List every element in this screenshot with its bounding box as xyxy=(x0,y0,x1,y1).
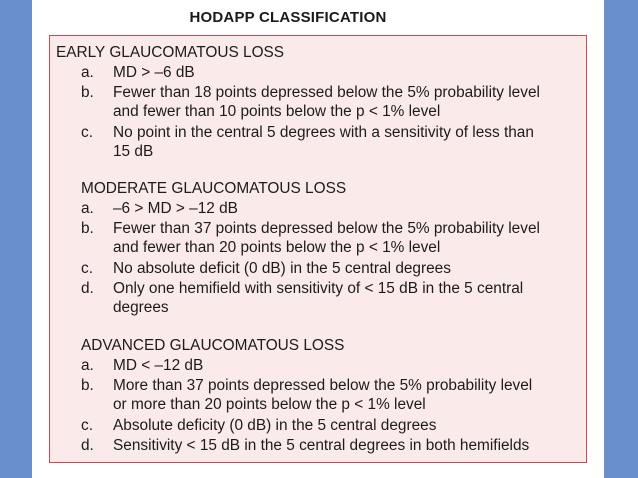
item-text xyxy=(113,219,587,257)
item-marker: d. xyxy=(81,437,94,454)
item-line: Fewer than 37 points depressed below the 5% probability level xyxy=(113,220,540,237)
item-text xyxy=(113,416,587,435)
item-line: and fewer than 20 points below the p < 1% level xyxy=(113,239,441,257)
item-line: 15 dB xyxy=(113,143,154,161)
item-text xyxy=(113,356,587,375)
item-marker: b. xyxy=(81,377,94,394)
item-marker: b. xyxy=(81,84,94,101)
section-heading: ADVANCED GLAUCOMATOUS LOSS xyxy=(81,337,345,354)
item-text xyxy=(113,63,587,82)
item-line: MD > –6 dB xyxy=(113,64,195,81)
page-title: HODAPP CLASSIFICATION xyxy=(189,9,387,26)
item-text xyxy=(113,123,587,161)
item-line: MD < –12 dB xyxy=(113,357,204,374)
item-line: Absolute deficity (0 dB) in the 5 central degrees xyxy=(113,417,437,434)
item-marker: c. xyxy=(81,417,93,434)
item-line: More than 37 points depressed below the 5% probability level xyxy=(113,377,533,394)
item-marker: a. xyxy=(81,200,94,217)
item-line: –6 > MD > –12 dB xyxy=(113,200,238,217)
item-line: and fewer than 10 points below the p < 1% level xyxy=(113,103,441,121)
item-line: No absolute deficit (0 dB) in the 5 central degrees xyxy=(113,260,451,277)
item-line: No point in the central 5 degrees with a sensitivity of less than xyxy=(113,124,534,141)
item-line: Sensitivity < 15 dB in the 5 central degrees in both hemifields xyxy=(113,437,530,454)
section-heading: MODERATE GLAUCOMATOUS LOSS xyxy=(81,180,347,197)
item-marker: c. xyxy=(81,124,93,141)
item-text xyxy=(113,199,587,218)
item-marker: a. xyxy=(81,64,94,81)
item-marker: b. xyxy=(81,220,94,237)
item-text xyxy=(113,83,587,121)
item-text xyxy=(113,436,587,455)
item-text xyxy=(113,279,587,317)
item-line: or more than 20 points below the p < 1% level xyxy=(113,396,426,414)
item-line: Fewer than 18 points depressed below the 5% probability level xyxy=(113,84,540,101)
item-marker: c. xyxy=(81,260,93,277)
item-marker: a. xyxy=(81,357,94,374)
section-heading: EARLY GLAUCOMATOUS LOSS xyxy=(56,44,285,61)
item-text xyxy=(113,259,587,278)
item-line: Only one hemifield with sensitivity of < 15 dB in the 5 central xyxy=(113,280,524,297)
item-line: degrees xyxy=(113,299,169,317)
classification-box xyxy=(49,35,587,463)
item-text xyxy=(113,376,587,414)
item-marker: d. xyxy=(81,280,94,297)
